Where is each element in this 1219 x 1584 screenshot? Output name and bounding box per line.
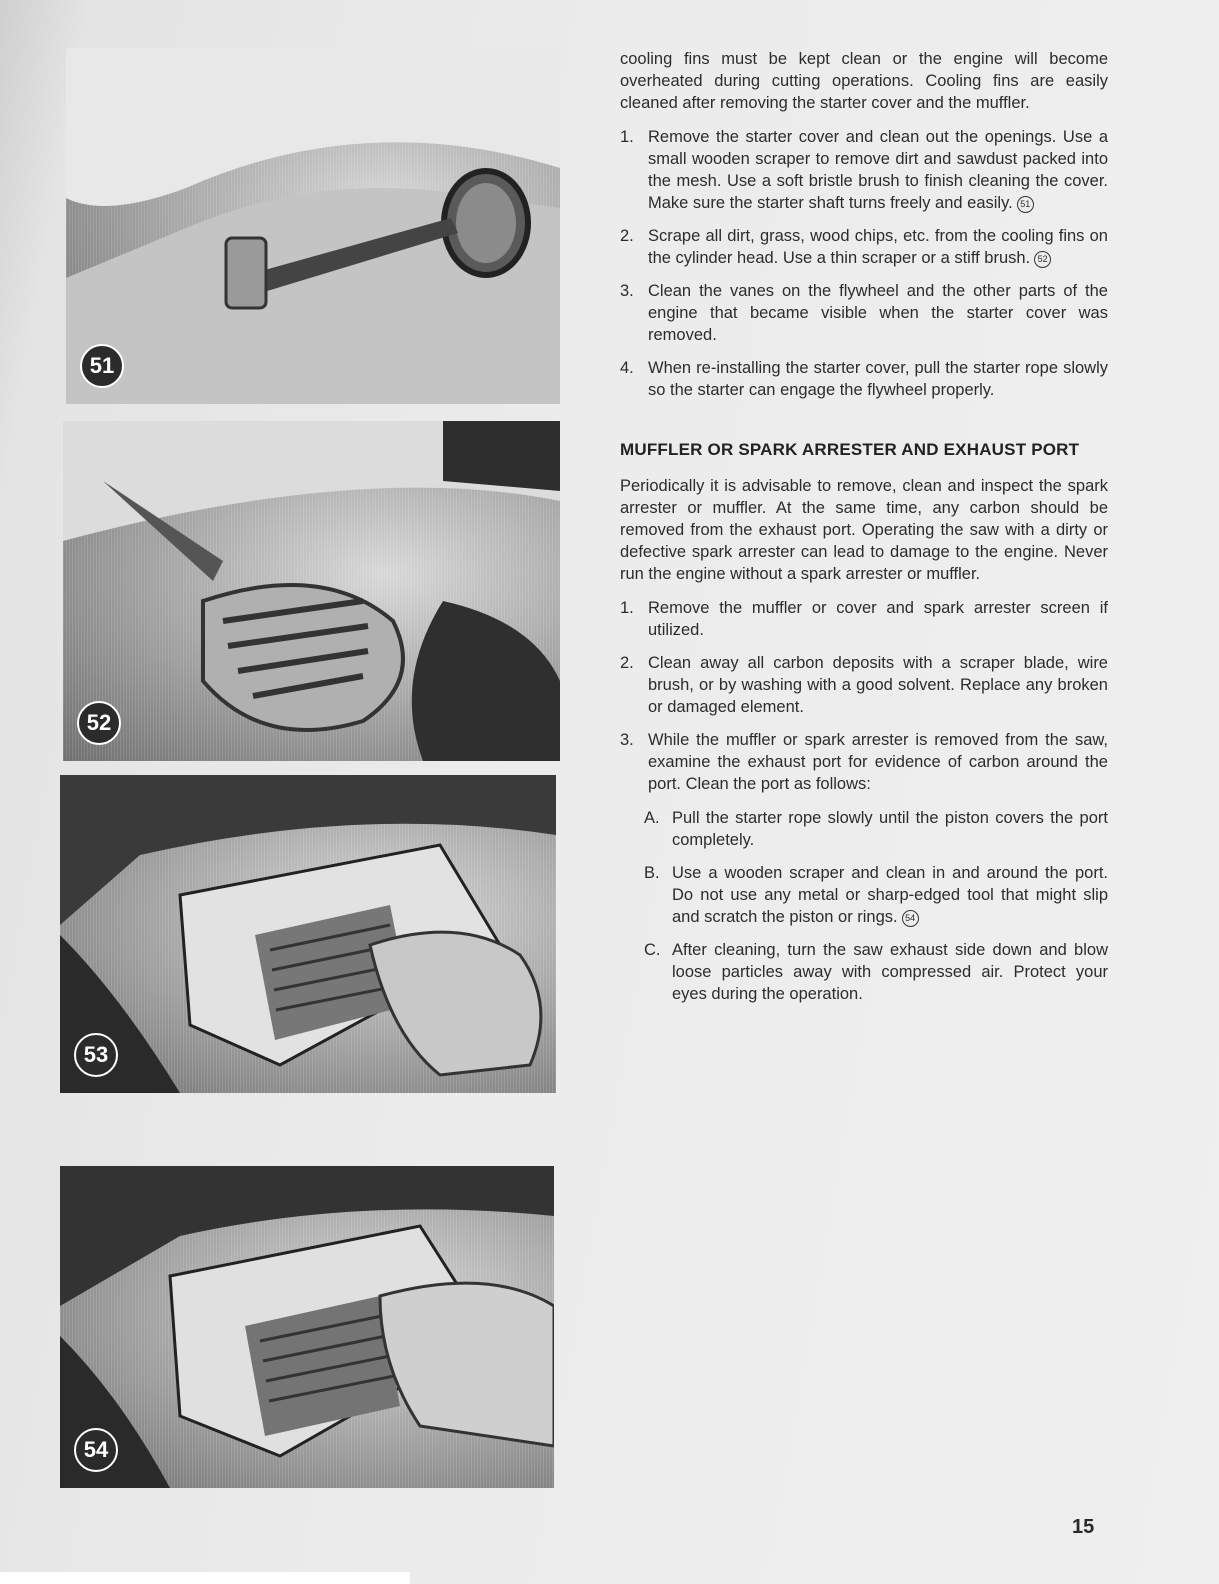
list-item-text: Use a wooden scraper and clean in and around the port. Do not use any metal or sharp-edged tool that might slip and scratch the piston or rings. <box>672 864 1108 926</box>
page-number: 15 <box>1072 1516 1095 1538</box>
list-item-text: When re-installing the starter cover, pull the starter rope slowly so the starter can engage the flywheel properly. <box>648 359 1108 399</box>
list-item-text-wrap <box>648 225 1108 269</box>
list-item-text: Remove the starter cover and clean out the openings. Use a small wooden scraper to remove dirt and sawdust packed into the mesh. Use a soft bristle brush to finish cleaning the cover. Make sure the starter shaft turns freely and easily. <box>648 128 1108 212</box>
list-item-text-wrap <box>648 280 1108 346</box>
intro-paragraph: cooling fins must be kept clean or the engine will become overheated during cutting operations. Cooling fins are easily cleaned after removing the starter cover and the muffler. <box>620 50 1108 112</box>
figure-number-badge: 52 <box>77 701 121 745</box>
list-item-number: C. <box>644 941 661 959</box>
exhaust-port-cleaning-illustration <box>60 1166 554 1488</box>
list-item-number: 1. <box>620 128 634 146</box>
list-item-text: While the muffler or spark arrester is removed from the saw, examine the exhaust port for evidence of carbon around the port. Clean the port as follows: <box>648 731 1108 793</box>
list-item <box>644 939 1108 1005</box>
list-item-text-wrap <box>648 357 1108 401</box>
figure-reference-icon: 52 <box>1034 251 1051 268</box>
list-item-text: Clean away all carbon deposits with a scraper blade, wire brush, or by washing with a good solvent. Replace any broken or damaged element. <box>648 654 1108 716</box>
list-item-text-wrap <box>672 939 1108 1005</box>
list-item <box>644 862 1108 928</box>
photo-figure-52 <box>63 421 560 761</box>
list-item <box>620 225 1108 269</box>
list-item-text-wrap <box>648 652 1108 718</box>
instruction-text-column <box>620 48 1108 1017</box>
list-item-text: Remove the muffler or cover and spark arrester screen if utilized. <box>648 599 1108 639</box>
muffler-cleaning-steps <box>620 597 1108 795</box>
list-item-text: After cleaning, turn the saw exhaust side down and blow loose particles away with compressed air. Protect your eyes during the operation. <box>672 941 1108 1003</box>
list-item-number: B. <box>644 864 660 882</box>
list-item <box>620 280 1108 346</box>
section-intro-paragraph: Periodically it is advisable to remove, clean and inspect the spark arrester or muffler. At the same time, any carbon should be removed from the exhaust port. Operating the saw with a dirty or defective spark arrester can lead to damage to the engine. Never run the engine without a spark arrester or muffler. <box>620 477 1108 583</box>
list-item-text-wrap <box>672 807 1108 851</box>
list-item-text: Pull the starter rope slowly until the piston covers the port completely. <box>672 809 1108 849</box>
list-item <box>644 807 1108 851</box>
list-item <box>620 652 1108 718</box>
list-item-number: 3. <box>620 731 634 749</box>
photo-figure-51 <box>66 48 560 404</box>
scan-edge-strip <box>0 1572 410 1584</box>
list-item-number: 3. <box>620 282 634 300</box>
list-item-number: 2. <box>620 654 634 672</box>
list-item-text: Scrape all dirt, grass, wood chips, etc. from the cooling fins on the cylinder head. Use a thin scraper or a stiff brush. <box>648 227 1108 267</box>
cooling-fins-brush-illustration <box>63 421 560 761</box>
figure-number-badge: 53 <box>74 1033 118 1077</box>
list-item-number: 4. <box>620 359 634 377</box>
list-item <box>620 597 1108 641</box>
section-heading: MUFFLER OR SPARK ARRESTER AND EXHAUST PORT <box>620 440 1080 459</box>
list-item-number: 2. <box>620 227 634 245</box>
list-item-text-wrap <box>672 862 1108 928</box>
figure-number-badge: 51 <box>80 344 124 388</box>
cover-cleaning-steps <box>620 126 1108 401</box>
figure-reference-icon: 51 <box>1017 196 1034 213</box>
figure-number-badge: 54 <box>74 1428 118 1472</box>
figure-reference-icon: 54 <box>902 910 919 927</box>
photo-figure-54 <box>60 1166 554 1488</box>
magnifier-brush-illustration <box>66 48 560 404</box>
list-item-text-wrap <box>648 597 1108 641</box>
list-item-text: Clean the vanes on the flywheel and the other parts of the engine that became visible when the starter cover was removed. <box>648 282 1108 344</box>
port-cleaning-substeps <box>644 807 1108 1005</box>
list-item-text-wrap <box>648 729 1108 795</box>
list-item <box>620 357 1108 401</box>
list-item <box>620 126 1108 214</box>
exhaust-port-scraper-illustration <box>60 775 556 1093</box>
list-item-text-wrap <box>648 126 1108 214</box>
photo-figure-53 <box>60 775 556 1093</box>
list-item-number: 1. <box>620 599 634 617</box>
list-item <box>620 729 1108 795</box>
list-item-number: A. <box>644 809 660 827</box>
